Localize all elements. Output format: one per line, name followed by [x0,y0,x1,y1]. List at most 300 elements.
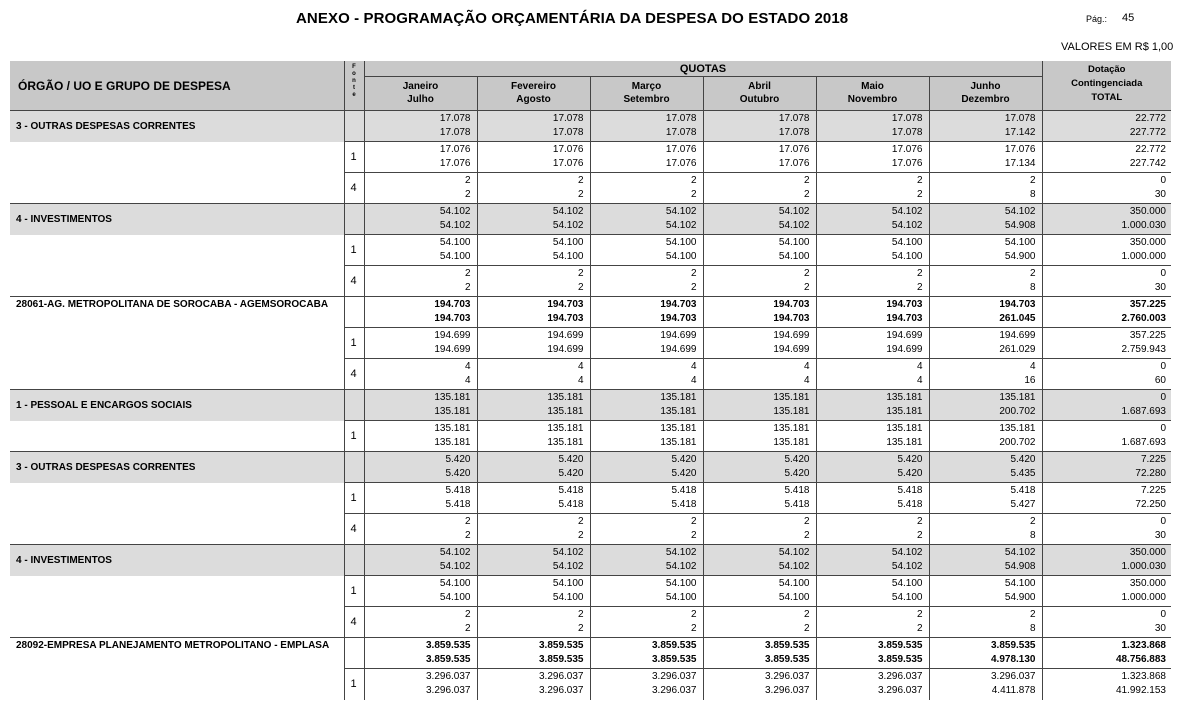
cell-quota [703,545,816,576]
cell-quota [364,638,477,669]
cell-quota [477,514,590,545]
table-row [10,607,1171,638]
cell-value-second-half: 4.411.878 [991,685,1036,697]
cell-value-second-half: 3.859.535 [539,654,584,665]
cell-value-second-half: 135.181 [434,406,471,417]
cell-value-first-half: 0 [1160,423,1166,434]
cell-quota [364,452,477,483]
cell-quota [364,173,477,204]
cell-value-first-half: 194.703 [999,299,1036,310]
cell-quota [816,297,929,328]
cell-value-first-half: 17.078 [891,113,923,124]
cell-value-first-half: 135.181 [660,423,697,434]
row-label [10,235,344,266]
cell-value-first-half: 135.181 [886,392,923,403]
cell-dotacao [1042,204,1171,235]
cell-value-second-half: 261.029 [999,344,1036,355]
cell-value-first-half: 2 [1029,268,1036,279]
cell-value-first-half: 357.225 [1129,330,1166,341]
cell-value-second-half: 54.102 [552,561,584,572]
cell-value-first-half: 17.078 [778,113,810,124]
row-fonte: 4 [344,266,364,297]
cell-quota [703,576,816,607]
table-row [10,297,1171,328]
cell-quota [929,607,1042,638]
cell-value-first-half: 2 [803,609,810,620]
cell-value-second-half: 2 [803,530,810,541]
cell-value-second-half: 17.076 [778,158,810,169]
cell-value-first-half: 54.100 [891,237,923,248]
cell-value-first-half: 135.181 [434,392,471,403]
cell-dotacao [1042,483,1171,514]
cell-value-first-half: 22.772 [1135,144,1166,155]
header-month-first: Abril [748,81,771,92]
cell-value-first-half: 2 [464,609,471,620]
cell-value-second-half: 54.100 [891,251,923,262]
header-month-2 [590,77,703,111]
cell-value-second-half: 17.076 [891,158,923,169]
row-label: 4 - INVESTIMENTOS [10,545,344,576]
cell-value-second-half: 4 [916,375,923,386]
row-fonte: 1 [344,421,364,452]
cell-value-first-half: 1.323.868 [1121,640,1166,651]
cell-value-first-half: 5.420 [558,454,584,465]
header-fonte-letter: o [352,71,356,77]
table-row [10,638,1171,669]
table-row [10,576,1171,607]
cell-value-first-half: 135.181 [773,423,810,434]
cell-value-second-half: 3.859.535 [426,654,471,665]
cell-quota [477,142,590,173]
table-row [10,204,1171,235]
cell-quota [703,266,816,297]
units-label: VALORES EM R$ 1,00 [1061,41,1174,53]
header-month-second: Setembro [623,94,670,105]
cell-quota [364,545,477,576]
cell-value-second-half: 2 [916,623,923,634]
cell-value-second-half: 194.699 [547,344,584,355]
cell-value-second-half: 1.000.030 [1121,220,1166,231]
cell-value-first-half: 0 [1160,175,1166,186]
cell-value-second-half: 8 [1029,189,1036,200]
cell-dotacao [1042,266,1171,297]
cell-value-second-half: 17.078 [665,127,697,138]
page-label: Pág.: [1086,14,1108,24]
cell-quota [590,607,703,638]
row-label [10,483,344,514]
cell-quota [703,607,816,638]
cell-quota [816,173,929,204]
cell-value-second-half: 54.900 [1004,592,1036,603]
cell-value-second-half: 54.102 [778,220,810,231]
cell-value-first-half: 194.703 [773,299,810,310]
cell-value-first-half: 54.102 [552,206,584,217]
table-row [10,173,1171,204]
cell-value-first-half: 2 [1029,516,1036,527]
cell-value-first-half: 135.181 [434,423,471,434]
cell-value-second-half: 54.100 [439,592,471,603]
cell-value-second-half: 194.699 [434,344,471,355]
cell-value-second-half: 5.418 [558,499,584,510]
cell-value-second-half: 54.100 [665,592,697,603]
cell-value-second-half: 2 [803,282,810,293]
cell-value-second-half: 5.420 [671,468,697,479]
cell-dotacao [1042,607,1171,638]
cell-quota [816,514,929,545]
cell-value-second-half: 194.703 [434,313,471,324]
cell-quota [703,328,816,359]
cell-quota [703,638,816,669]
cell-quota [477,421,590,452]
cell-value-second-half: 17.076 [439,158,471,169]
cell-quota [703,390,816,421]
cell-value-first-half: 54.100 [1004,578,1036,589]
cell-quota [816,328,929,359]
cell-value-first-half: 3.296.037 [652,671,697,683]
cell-value-first-half: 54.100 [665,578,697,589]
cell-dotacao [1042,390,1171,421]
cell-quota [929,545,1042,576]
row-fonte [344,390,364,421]
cell-quota [703,359,816,390]
cell-value-second-half: 5.420 [784,468,810,479]
cell-value-first-half: 54.102 [665,206,697,217]
cell-value-first-half: 135.181 [547,392,584,403]
cell-value-first-half: 5.418 [671,485,697,496]
cell-value-first-half: 350.000 [1129,547,1166,558]
cell-quota [929,111,1042,142]
cell-dotacao [1042,328,1171,359]
cell-dotacao [1042,545,1171,576]
row-label: 1 - PESSOAL E ENCARGOS SOCIAIS [10,390,344,421]
cell-quota [364,235,477,266]
cell-value-second-half: 2 [916,189,923,200]
cell-value-second-half: 194.699 [773,344,810,355]
cell-quota [816,576,929,607]
cell-value-second-half: 135.181 [886,406,923,417]
cell-value-first-half: 4 [577,361,584,372]
row-label [10,576,344,607]
cell-value-second-half: 17.078 [778,127,810,138]
cell-quota [477,297,590,328]
cell-value-second-half: 135.181 [660,406,697,417]
cell-value-second-half: 17.078 [439,127,471,138]
cell-value-second-half: 4 [577,375,584,386]
header-fonte-letter: e [352,92,356,98]
cell-quota [590,111,703,142]
cell-quota [816,483,929,514]
cell-dotacao [1042,111,1171,142]
cell-value-second-half: 16 [1024,375,1036,386]
cell-value-first-half: 2 [803,516,810,527]
cell-quota [590,545,703,576]
cell-value-second-half: 5.427 [1010,499,1036,510]
cell-value-second-half: 135.181 [886,437,923,448]
cell-value-first-half: 4 [690,361,697,372]
report-title: ANEXO - PROGRAMAÇÃO ORÇAMENTÁRIA DA DESPESA DO ESTADO 2018 [296,10,849,27]
cell-quota [477,235,590,266]
cell-value-first-half: 194.699 [660,330,697,341]
cell-quota [477,204,590,235]
cell-value-first-half: 2 [1029,609,1036,620]
cell-value-first-half: 2 [690,268,697,279]
row-label [10,669,344,700]
cell-quota [364,328,477,359]
cell-quota [590,514,703,545]
row-label [10,266,344,297]
cell-value-first-half: 0 [1160,392,1166,403]
cell-value-second-half: 2 [577,530,584,541]
row-fonte [344,638,364,669]
row-fonte [344,204,364,235]
cell-value-second-half: 54.102 [778,561,810,572]
row-label [10,142,344,173]
cell-value-second-half: 17.076 [552,158,584,169]
cell-dotacao [1042,452,1171,483]
cell-quota [929,421,1042,452]
cell-quota [590,390,703,421]
cell-value-second-half: 3.859.535 [652,654,697,665]
cell-dotacao [1042,514,1171,545]
cell-quota [929,452,1042,483]
cell-value-first-half: 17.078 [1004,113,1036,124]
cell-value-first-half: 135.181 [999,423,1036,434]
table-row [10,266,1171,297]
cell-value-first-half: 2 [577,609,584,620]
cell-quota [477,638,590,669]
cell-quota [590,359,703,390]
cell-value-first-half: 350.000 [1129,578,1166,589]
cell-value-second-half: 1.687.693 [1121,406,1166,417]
cell-value-first-half: 17.076 [665,144,697,155]
cell-quota [816,545,929,576]
row-fonte: 4 [344,359,364,390]
cell-value-second-half: 2 [577,189,584,200]
cell-quota [364,111,477,142]
cell-value-second-half: 30 [1154,282,1166,293]
cell-quota [816,204,929,235]
cell-quota [816,607,929,638]
cell-quota [703,297,816,328]
cell-value-second-half: 54.102 [439,561,471,572]
table-body [10,111,1171,700]
cell-value-first-half: 4 [1029,361,1036,372]
cell-quota [364,297,477,328]
cell-value-first-half: 357.225 [1129,299,1166,310]
cell-quota [364,483,477,514]
cell-value-first-half: 2 [577,175,584,186]
cell-value-first-half: 3.296.037 [765,671,810,683]
cell-value-second-half: 5.418 [897,499,923,510]
cell-quota [816,421,929,452]
header-dotacao-line: Dotação [1088,64,1126,75]
cell-value-first-half: 17.078 [665,113,697,124]
cell-value-first-half: 3.296.037 [991,671,1036,683]
cell-quota [703,514,816,545]
cell-quota [703,142,816,173]
header-month-3 [703,77,816,111]
cell-value-first-half: 194.703 [434,299,471,310]
cell-value-first-half: 194.699 [547,330,584,341]
cell-value-second-half: 8 [1029,530,1036,541]
header-month-second: Agosto [516,94,551,105]
cell-value-second-half: 2 [916,530,923,541]
header-month-second: Dezembro [961,94,1010,105]
cell-value-second-half: 200.702 [999,437,1036,448]
cell-quota [929,142,1042,173]
row-fonte [344,111,364,142]
page-number: 45 [1122,12,1135,24]
row-label: 3 - OUTRAS DESPESAS CORRENTES [10,452,344,483]
cell-value-second-half: 194.703 [660,313,697,324]
cell-value-second-half: 1.687.693 [1121,437,1166,448]
header-row-quotas [10,61,1171,77]
cell-value-second-half: 48.756.883 [1115,654,1166,665]
table-row [10,452,1171,483]
cell-quota [364,204,477,235]
cell-value-second-half: 30 [1154,189,1166,200]
cell-value-first-half: 4 [916,361,923,372]
cell-quota [929,235,1042,266]
cell-value-first-half: 7.225 [1140,485,1166,496]
cell-value-first-half: 17.076 [778,144,810,155]
cell-quota [364,390,477,421]
cell-value-second-half: 2 [803,623,810,634]
cell-value-second-half: 3.296.037 [539,685,584,697]
cell-value-first-half: 194.699 [886,330,923,341]
cell-value-second-half: 194.699 [660,344,697,355]
cell-quota [929,576,1042,607]
header-month-second: Outubro [739,94,780,105]
cell-value-first-half: 54.100 [1004,237,1036,248]
cell-value-second-half: 2 [464,189,471,200]
cell-value-first-half: 54.100 [665,237,697,248]
cell-value-first-half: 54.102 [778,206,810,217]
cell-value-second-half: 2.759.943 [1121,344,1166,355]
cell-value-first-half: 54.102 [665,547,697,558]
cell-value-first-half: 2 [690,516,697,527]
cell-value-second-half: 54.102 [552,220,584,231]
cell-value-first-half: 0 [1160,361,1166,372]
cell-value-first-half: 3.859.535 [426,640,471,651]
cell-value-second-half: 2.760.003 [1121,313,1166,324]
cell-value-first-half: 5.418 [784,485,810,496]
cell-quota [929,359,1042,390]
cell-quota [364,359,477,390]
cell-value-second-half: 2 [577,282,584,293]
cell-value-second-half: 194.703 [547,313,584,324]
cell-quota [929,390,1042,421]
header-month-first: Fevereiro [510,81,557,92]
cell-quota [477,173,590,204]
cell-value-first-half: 5.420 [445,454,471,465]
cell-quota [477,359,590,390]
cell-value-first-half: 17.076 [552,144,584,155]
cell-quota [590,297,703,328]
header-fonte-letter: F [352,64,356,70]
cell-value-first-half: 3.296.037 [878,671,923,683]
cell-value-second-half: 2 [690,623,697,634]
cell-value-second-half: 135.181 [773,406,810,417]
budget-table [10,61,1171,700]
row-fonte: 1 [344,576,364,607]
cell-quota [590,173,703,204]
cell-value-second-half: 1.000.030 [1121,561,1166,572]
cell-value-first-half: 350.000 [1129,206,1166,217]
cell-value-second-half: 135.181 [434,437,471,448]
cell-value-second-half: 54.100 [778,592,810,603]
row-fonte: 1 [344,669,364,700]
cell-value-second-half: 54.100 [778,251,810,262]
header-month-1 [477,77,590,111]
cell-dotacao [1042,421,1171,452]
cell-value-first-half: 54.100 [778,237,810,248]
table-row [10,235,1171,266]
row-fonte: 4 [344,607,364,638]
cell-value-second-half: 2 [690,189,697,200]
cell-value-second-half: 54.908 [1004,220,1036,231]
header-month-0 [364,77,477,111]
cell-value-first-half: 2 [464,516,471,527]
cell-quota [816,111,929,142]
cell-quota [590,669,703,700]
cell-value-second-half: 194.703 [773,313,810,324]
row-fonte [344,452,364,483]
cell-value-first-half: 54.100 [439,578,471,589]
cell-quota [590,235,703,266]
cell-value-second-half: 54.100 [439,251,471,262]
cell-value-second-half: 17.142 [1004,127,1036,138]
cell-value-second-half: 2 [577,623,584,634]
header-dotacao-line: TOTAL [1091,92,1123,103]
cell-value-first-half: 5.418 [445,485,471,496]
cell-value-first-half: 54.100 [891,578,923,589]
cell-quota [477,111,590,142]
cell-dotacao [1042,359,1171,390]
cell-value-second-half: 54.100 [552,251,584,262]
cell-value-second-half: 1.000.000 [1121,592,1166,603]
cell-quota [590,142,703,173]
cell-value-first-half: 54.102 [1004,206,1036,217]
cell-value-second-half: 72.280 [1135,468,1166,479]
cell-quota [590,266,703,297]
cell-quota [477,328,590,359]
cell-value-first-half: 2 [577,268,584,279]
cell-value-first-half: 17.078 [439,113,471,124]
cell-value-first-half: 135.181 [547,423,584,434]
cell-value-second-half: 30 [1154,623,1166,634]
table-row [10,514,1171,545]
cell-value-first-half: 54.102 [891,206,923,217]
cell-quota [703,173,816,204]
table-row [10,421,1171,452]
cell-value-second-half: 54.100 [891,592,923,603]
row-label [10,514,344,545]
cell-quota [929,297,1042,328]
table-row [10,545,1171,576]
cell-quota [477,545,590,576]
cell-value-second-half: 135.181 [547,406,584,417]
header-month-first: Junho [970,81,1001,92]
header-fonte [344,61,364,111]
row-fonte: 1 [344,328,364,359]
cell-quota [929,638,1042,669]
cell-value-first-half: 3.859.535 [652,640,697,651]
cell-value-second-half: 2 [464,530,471,541]
row-label [10,328,344,359]
cell-value-first-half: 7.225 [1140,454,1166,465]
cell-value-second-half: 4 [464,375,471,386]
